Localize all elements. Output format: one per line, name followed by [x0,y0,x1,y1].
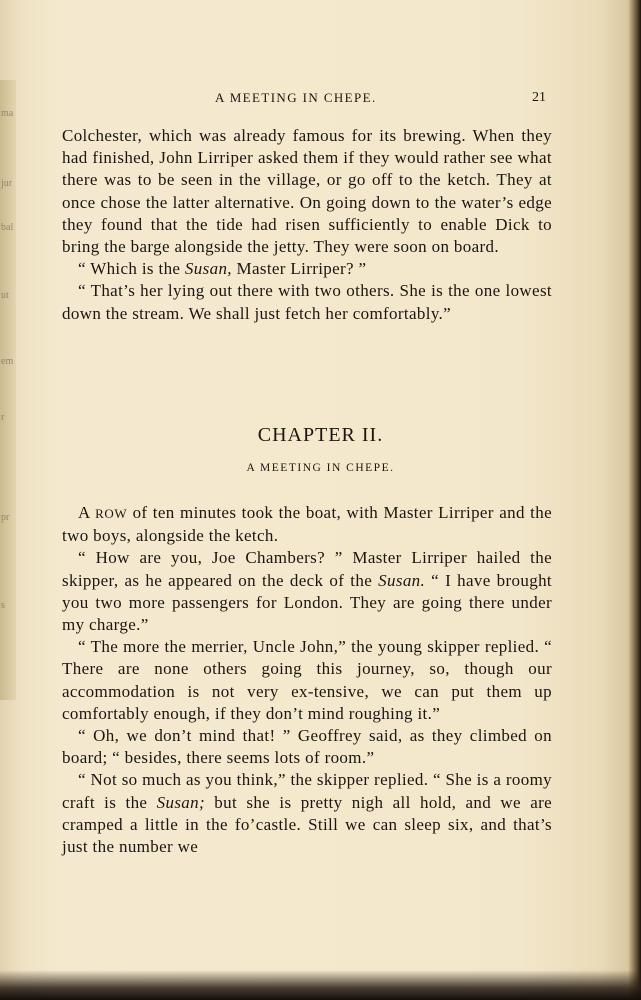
running-title: A MEETING IN CHEPE. [215,90,377,105]
paragraph: “ The more the merrier, Uncle John,” the young skipper replied. “ There are none others going this journey, so, though our accommodation is not very ex-tensive, we can put them up comfortably enough, if they don’t mind roughing it.” [62,637,552,723]
page-number: 21 [532,90,546,105]
bleed-through-mark: pr [1,512,10,523]
text-block-bottom [62,502,552,858]
bleed-through-mark: em [1,356,14,367]
bleed-through-mark: bal [1,222,14,233]
chapter-title: CHAPTER II. [257,424,384,446]
bleed-through-mark: ut [1,290,9,301]
chapter-subtitle: A MEETING IN CHEPE. [246,462,395,474]
paragraph: “ Which is the Susan, Master Lirriper? ” [78,259,367,279]
bleed-through-mark: r [1,412,5,423]
bleed-through-mark: s [1,600,5,611]
bleed-through-mark: ma [1,108,14,119]
text-block-top [62,125,552,325]
paragraph: “ That’s her lying out there with two others. She is the one lowest down the stream. We shall just fetch her comfortably.” [62,281,552,323]
running-header [0,90,641,108]
paragraph: A ROW of ten minutes took the boat, with Master Lirriper and the two boys, alongside the ketch. [62,503,552,546]
paragraph: “ Not so much as you think,” the skipper replied. “ She is a roomy craft is the Susan; but she is pretty nigh all hold, and we are cramped a little in the fo’castle. Still we can sleep six, and that’s just the number we [62,770,552,857]
paragraph: Colchester, which was already famous for its brewing. When they had finished, John Lirriper asked them if they would rather see what there was to be seen in the village, or go off to the ketch. They at once chose the latter alternative. On going down to the water’s edge they found that the tide had risen sufficiently to enable Dick to bring the barge alongside the jetty. They were soon on board. [62,126,552,257]
paragraph: “ How are you, Joe Chambers? ” Master Lirriper hailed the skipper, as he appeared on the deck of the Susan. “ I have brought you two more passengers for London. They are going there under my charge.” [62,548,552,635]
paragraph: “ Oh, we don’t mind that! ” Geoffrey said, as they climbed on board; “ besides, there seems lots of room.” [62,726,552,768]
bleed-through-mark: jur [1,178,13,189]
